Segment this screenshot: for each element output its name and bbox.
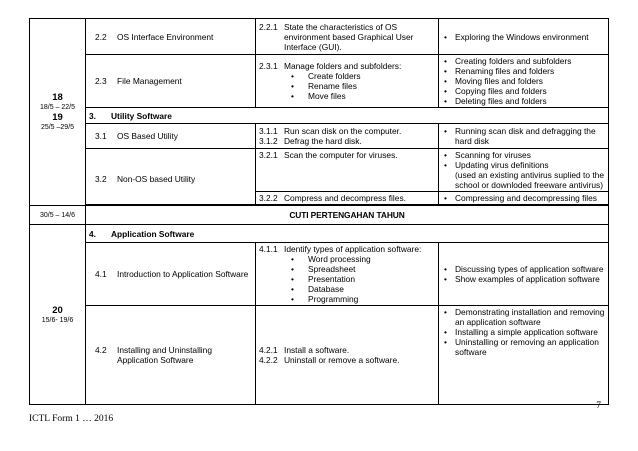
week-cell-18-19 <box>30 19 86 206</box>
activity-item: • Demonstrating installation and removing an application software <box>442 307 605 327</box>
activity-item: • Running scan disk and defragging the hard disk <box>442 126 605 146</box>
page-number: 7 <box>596 401 601 411</box>
week-cell-holiday <box>30 206 86 225</box>
section-title: OS Interface Environment <box>117 31 214 42</box>
objective-cell <box>256 192 439 205</box>
activity-cell <box>439 306 609 405</box>
week-date: 25/5 –29/5 <box>40 124 75 131</box>
objective-cell <box>256 19 439 55</box>
week-date: 30/5 – 14/6 <box>39 211 76 219</box>
activity-cell <box>439 124 609 149</box>
week-cell-20 <box>30 225 86 405</box>
section-title: Utility Software <box>111 110 172 121</box>
learning-area-cell <box>86 19 256 55</box>
section-title: File Management <box>117 76 182 86</box>
section-number: 3. <box>89 110 96 121</box>
section-number: 4. <box>89 228 96 239</box>
activity-item: • Installing a simple application software <box>442 327 605 337</box>
objective-text: Scan the computer for viruses. <box>284 150 398 160</box>
week-date: 15/6- 19/6 <box>41 316 74 324</box>
objective-item: • Word processing <box>259 254 435 264</box>
objective-text: Identify types of application software: <box>284 244 422 254</box>
activity-cell <box>439 192 609 205</box>
learning-area-cell <box>86 55 256 108</box>
week-number: 18 <box>52 92 63 103</box>
activity-cell <box>439 243 609 306</box>
objective-number: 3.1.2 <box>259 136 278 146</box>
activity-note: (used an existing antivirus suplied to the school or downloded freeware antivirus) <box>455 170 604 190</box>
objective-cell <box>256 243 439 306</box>
section-title: OS Based Utility <box>117 131 178 141</box>
table-row <box>30 108 609 124</box>
objective-number: 2.3.1 <box>259 61 278 71</box>
objective-item: • Programming <box>259 294 435 304</box>
table-row <box>30 124 609 149</box>
table-row <box>30 225 609 243</box>
objective-number: 2.2.1 <box>259 21 278 32</box>
section-title: Installing and Uninstalling Application Software <box>117 345 212 365</box>
objective-cell <box>256 306 439 405</box>
section-number: 3.2 <box>95 174 107 184</box>
objective-number: 3.1.1 <box>259 126 278 136</box>
objective-item: • Spreadsheet <box>259 264 435 274</box>
table-row <box>30 55 609 108</box>
holiday-label: CUTI PERTENGAHAN TAHUN <box>86 206 609 225</box>
activity-item: • Show examples of application software <box>442 274 605 284</box>
activity-item: • Discussing types of application software <box>442 264 605 274</box>
section-title: Introduction to Application Software <box>117 269 249 279</box>
objective-cell <box>256 55 439 108</box>
section-title: Non-OS based Utility <box>117 174 196 184</box>
learning-area-cell <box>86 149 256 205</box>
objective-text: Uninstall or remove a software. <box>284 355 400 365</box>
objective-number: 4.2.2 <box>259 355 278 365</box>
footer-text: ICTL Form 1 … 2016 <box>29 414 114 424</box>
activity-cell <box>439 149 609 192</box>
activity-item: • Deleting files and folders <box>442 96 605 106</box>
activity-item: • Moving files and folders <box>442 76 605 86</box>
table-row <box>30 243 609 306</box>
objective-item: • Presentation <box>259 274 435 284</box>
section-title: Application Software <box>111 228 195 239</box>
section-number: 2.3 <box>95 76 107 86</box>
activity-item: • Uninstalling or removing an application software <box>442 337 605 357</box>
objective-text: Manage folders and subfolders: <box>284 61 402 71</box>
objective-number: 4.2.1 <box>259 345 278 355</box>
section-number: 4.2 <box>95 345 107 355</box>
objective-item: • Database <box>259 284 435 294</box>
activity-cell <box>439 55 609 108</box>
week-number: 20 <box>52 304 63 316</box>
objective-text: State the characteristics of OS environment based Graphical User Interface (GUI). <box>284 21 414 52</box>
objective-cell <box>256 149 439 192</box>
table-row <box>30 19 609 55</box>
section-header-application <box>86 225 609 243</box>
activity-item: • Renaming files and folders <box>442 66 605 76</box>
objective-text: Install a software. <box>284 345 350 355</box>
learning-area-cell <box>86 306 256 405</box>
activity-item: • Exploring the Windows environment <box>442 32 605 42</box>
activity-item: • Creating folders and subfolders <box>442 56 605 66</box>
section-number: 4.1 <box>95 269 107 279</box>
objective-text: Run scan disk on the computer. <box>284 126 402 136</box>
objective-number: 4.1.1 <box>259 244 278 254</box>
learning-area-cell <box>86 243 256 306</box>
section-number: 3.1 <box>95 131 107 141</box>
section-header-utility <box>86 108 609 124</box>
table-row <box>30 206 609 225</box>
table-row <box>30 149 609 192</box>
learning-area-cell <box>86 124 256 149</box>
objective-number: 3.2.1 <box>259 150 278 160</box>
objective-text: Compress and decompress files. <box>284 193 406 203</box>
week-date: 18/5 – 22/5 <box>39 104 76 111</box>
objective-item: • Move files <box>259 91 435 101</box>
objective-item: • Rename files <box>259 81 435 91</box>
objective-text: Defrag the hard disk. <box>284 136 362 146</box>
section-number: 2.2 <box>95 31 107 42</box>
activity-item: • Updating virus definitions <box>442 160 605 170</box>
activity-item: • Copying files and folders <box>442 86 605 96</box>
scheme-of-work-table <box>29 18 609 405</box>
week-number: 19 <box>52 112 63 123</box>
objective-item: • Create folders <box>259 71 435 81</box>
activity-item: • Compressing and decompressing files <box>442 193 605 203</box>
activity-cell <box>439 19 609 55</box>
activity-item: • Scanning for viruses <box>442 150 605 160</box>
table-row <box>30 306 609 405</box>
objective-number: 3.2.2 <box>259 193 278 203</box>
objective-cell <box>256 124 439 149</box>
